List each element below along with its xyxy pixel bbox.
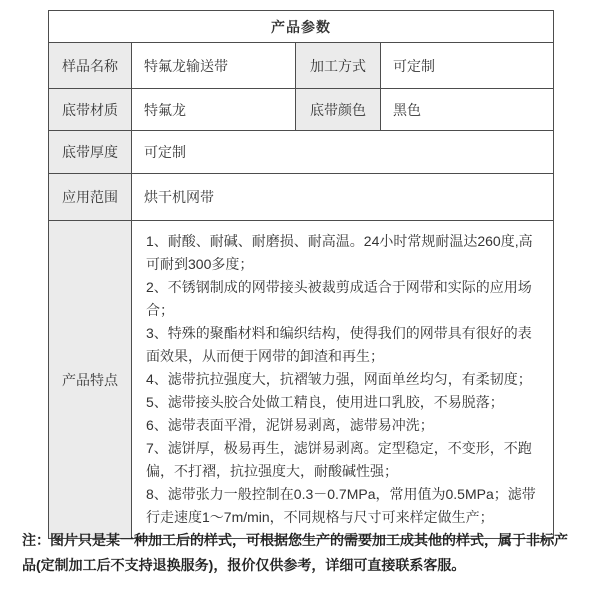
- table-header-row: [49, 11, 554, 43]
- table-row: [49, 43, 554, 89]
- value-processing-method: 可定制: [381, 43, 554, 89]
- value-base-color: 黑色: [381, 89, 554, 131]
- feature-item: 7、滤饼厚，极易再生，滤饼易剥离。定型稳定，不变形，不跑偏，不打褶，抗拉强度大，耐酸碱性强；: [146, 440, 532, 479]
- table-row-features: [49, 221, 554, 539]
- label-base-thickness: 底带厚度: [49, 131, 132, 174]
- label-base-color: 底带颜色: [296, 89, 381, 131]
- value-sample-name: 特氟龙输送带: [132, 43, 296, 89]
- product-parameters-table: [48, 10, 554, 539]
- label-processing-method: 加工方式: [296, 43, 381, 89]
- product-features-list: [132, 221, 554, 539]
- table-title: 产品参数: [49, 11, 554, 43]
- feature-item: 2、不锈钢制成的网带接头被裁剪成适合于网带和实际的应用场合；: [146, 279, 532, 318]
- value-application-scope: 烘干机网带: [132, 174, 554, 221]
- feature-item: 8、滤带张力一般控制在0.3－0.7MPa，常用值为0.5MPa；滤带行走速度1～7m/min，不同规格与尺寸可来样定做生产；: [146, 486, 536, 525]
- feature-item: 1、耐酸、耐碱、耐磨损、耐高温。24小时常规耐温达260度,高可耐到300多度；: [146, 233, 533, 272]
- label-product-features: 产品特点: [49, 221, 132, 539]
- label-sample-name: 样品名称: [49, 43, 132, 89]
- value-base-thickness: 可定制: [132, 131, 554, 174]
- table-row: [49, 131, 554, 174]
- feature-item: 4、滤带抗拉强度大，抗褶皱力强，网面单丝均匀，有柔韧度；: [146, 371, 532, 387]
- footer-note: 注：图片只是某一种加工后的样式，可根据您生产的需要加工成其他的样式，属于非标产品(定制加工后不支持退换服务)，报价仅供参考，详细可直接联系客服。: [22, 532, 568, 573]
- table-row: [49, 89, 554, 131]
- label-application-scope: 应用范围: [49, 174, 132, 221]
- table-row: [49, 174, 554, 221]
- feature-item: 3、特殊的聚酯材料和编织结构，使得我们的网带具有很好的表面效果，从而便于网带的卸渣和再生；: [146, 325, 532, 364]
- value-base-material: 特氟龙: [132, 89, 296, 131]
- feature-item: 5、滤带接头胶合处做工精良，使用进口乳胶，不易脱落；: [146, 394, 504, 410]
- label-base-material: 底带材质: [49, 89, 132, 131]
- feature-item: 6、滤带表面平滑，泥饼易剥离，滤带易冲洗；: [146, 417, 434, 433]
